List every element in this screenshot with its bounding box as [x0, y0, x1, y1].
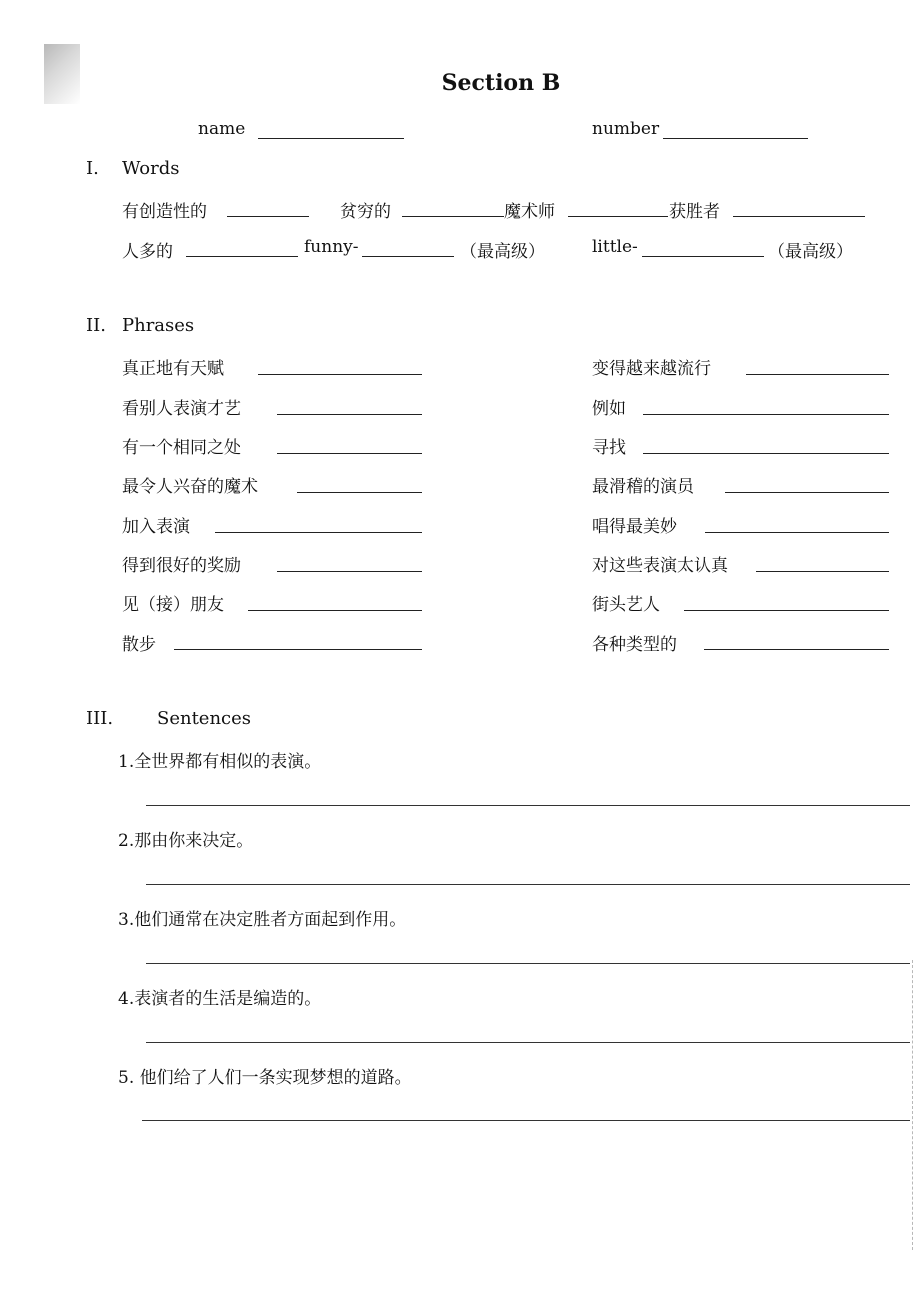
word-blank[interactable] — [733, 216, 865, 217]
word-item: 获胜者 — [669, 202, 720, 222]
words-heading: Words — [122, 158, 180, 179]
phrase-blank[interactable] — [277, 453, 422, 454]
phrase-blank[interactable] — [643, 414, 889, 415]
phrases-heading-num: II. — [86, 315, 106, 336]
phrase-blank[interactable] — [684, 610, 889, 611]
phrase-blank[interactable] — [704, 649, 889, 650]
sentence-prompt: 2.那由你来决定。 — [118, 831, 254, 851]
phrase-blank[interactable] — [746, 374, 889, 375]
word-note: （最高级） — [768, 242, 853, 262]
page-title: Section B — [441, 70, 561, 96]
word-item: little- — [592, 237, 638, 257]
word-item: funny- — [304, 237, 359, 257]
phrase-right: 最滑稽的演员 — [592, 477, 694, 497]
sentences-heading-num: III. — [86, 708, 114, 729]
word-blank[interactable] — [227, 216, 309, 217]
word-blank[interactable] — [362, 256, 454, 257]
phrase-blank[interactable] — [643, 453, 889, 454]
phrase-left: 最令人兴奋的魔术 — [122, 477, 258, 497]
sentences-heading: Sentences — [157, 708, 252, 729]
answer-line[interactable] — [146, 963, 910, 964]
words-heading-num: I. — [86, 158, 99, 179]
phrase-right: 街头艺人 — [592, 595, 660, 615]
sentence-prompt: 3.他们通常在决定胜者方面起到作用。 — [118, 910, 407, 930]
word-note: （最高级） — [460, 242, 545, 262]
phrase-left: 有一个相同之处 — [122, 438, 241, 458]
number-label: number — [592, 119, 660, 139]
sentence-prompt: 1.全世界都有相似的表演。 — [118, 752, 322, 772]
phrase-right: 唱得最美妙 — [592, 517, 677, 537]
phrase-left: 见（接）朋友 — [122, 595, 224, 615]
word-blank[interactable] — [568, 216, 668, 217]
phrase-blank[interactable] — [756, 571, 889, 572]
answer-line[interactable] — [146, 1042, 910, 1043]
phrase-blank[interactable] — [174, 649, 422, 650]
scan-edge-artifact — [912, 960, 915, 1250]
answer-line[interactable] — [146, 805, 910, 806]
phrase-right: 寻找 — [592, 438, 626, 458]
phrase-blank[interactable] — [277, 414, 422, 415]
word-item: 人多的 — [122, 242, 173, 262]
word-item: 有创造性的 — [122, 202, 207, 222]
word-blank[interactable] — [642, 256, 764, 257]
phrase-blank[interactable] — [297, 492, 422, 493]
phrase-blank[interactable] — [725, 492, 889, 493]
phrase-left: 真正地有天赋 — [122, 359, 224, 379]
phrase-blank[interactable] — [215, 532, 422, 533]
phrase-left: 加入表演 — [122, 517, 190, 537]
word-item: 魔术师 — [504, 202, 555, 222]
phrase-right: 各种类型的 — [592, 635, 677, 655]
word-blank[interactable] — [402, 216, 504, 217]
phrase-left: 得到很好的奖励 — [122, 556, 241, 576]
answer-line[interactable] — [146, 884, 910, 885]
phrase-left: 看别人表演才艺 — [122, 399, 241, 419]
name-field[interactable] — [258, 138, 404, 139]
sentence-prompt: 4.表演者的生活是编造的。 — [118, 989, 322, 1009]
phrase-blank[interactable] — [248, 610, 422, 611]
phrase-right: 对这些表演太认真 — [592, 556, 728, 576]
word-blank[interactable] — [186, 256, 298, 257]
word-item: 贫穷的 — [340, 202, 391, 222]
phrase-right: 变得越来越流行 — [592, 359, 711, 379]
phrases-heading: Phrases — [122, 315, 195, 336]
number-field[interactable] — [663, 138, 808, 139]
sentence-prompt: 5. 他们给了人们一条实现梦想的道路。 — [118, 1068, 412, 1088]
answer-line[interactable] — [142, 1120, 910, 1121]
name-label: name — [198, 119, 246, 139]
phrase-right: 例如 — [592, 399, 626, 419]
phrase-blank[interactable] — [258, 374, 422, 375]
phrase-blank[interactable] — [277, 571, 422, 572]
phrase-blank[interactable] — [705, 532, 889, 533]
phrase-left: 散步 — [122, 635, 156, 655]
